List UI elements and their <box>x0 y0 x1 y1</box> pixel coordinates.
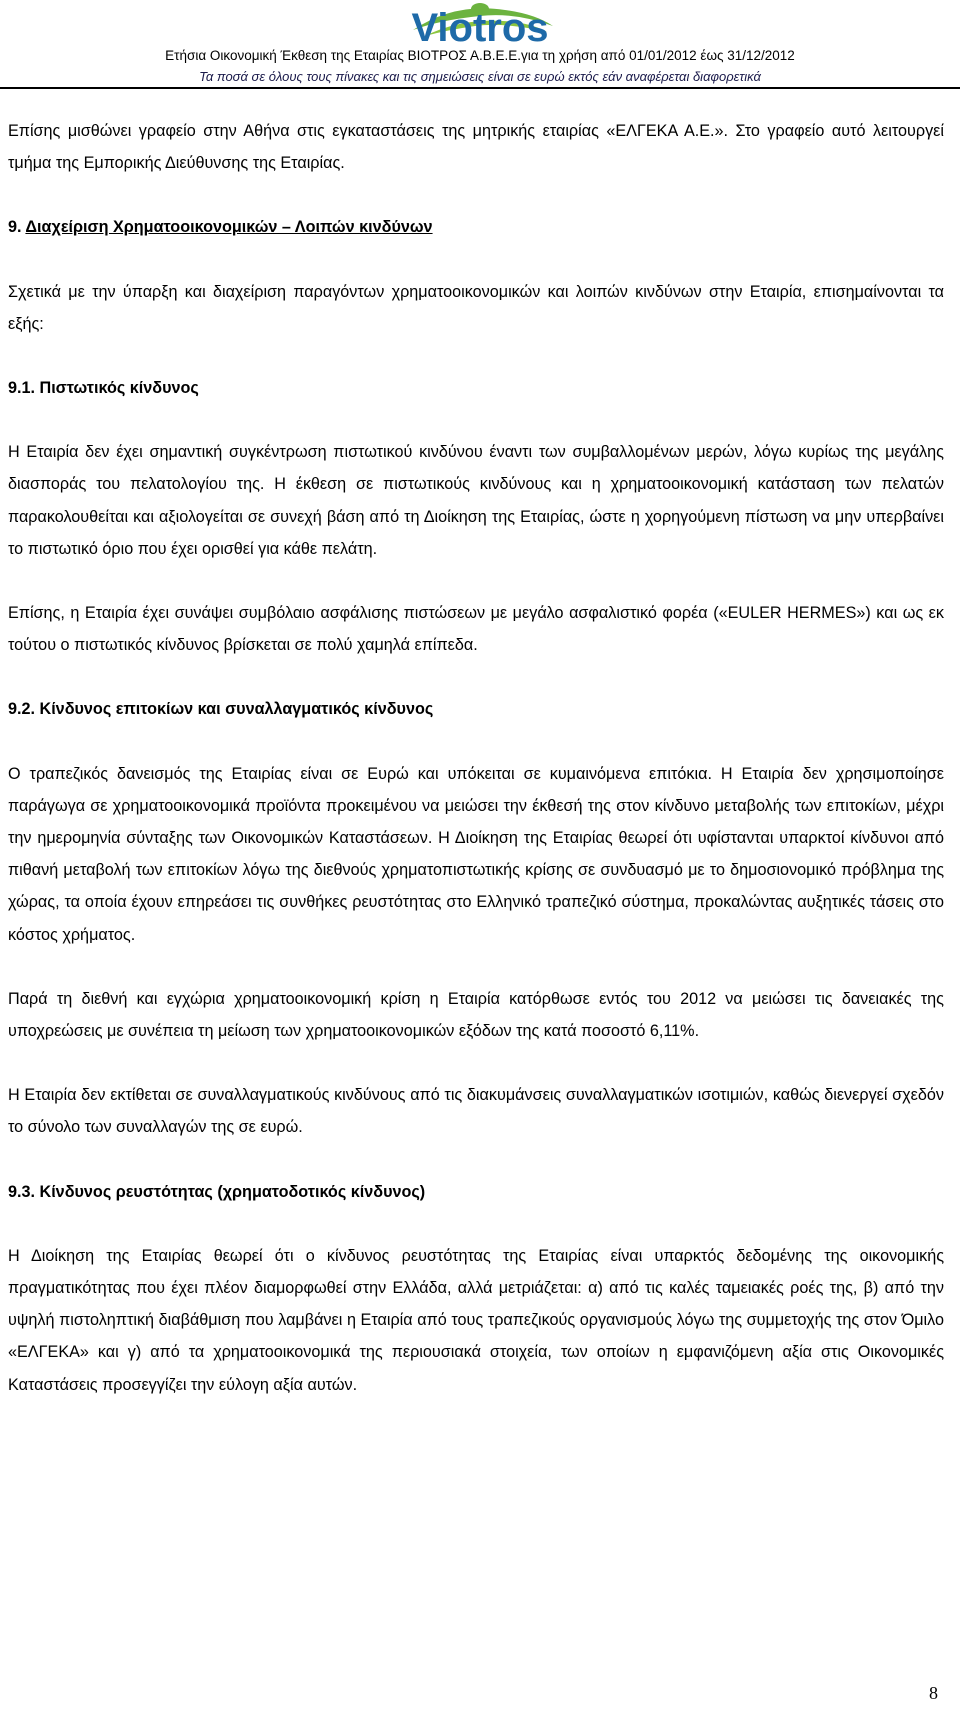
viotros-logo <box>385 0 575 52</box>
logo-wordmark: Viotros <box>411 6 549 50</box>
section-9-1-paragraph-1: Η Εταιρία δεν έχει σημαντική συγκέντρωση πιστωτικού κινδύνου έναντι των συμβαλλομένων μερών, λόγω κυρίως της μεγάλης διασποράς του πελατολογίου της. Η έκθεση σε πιστωτικούς κινδύνους και η χρηματοοικονομική κατάσταση των πελατών παρακολουθείται και αξιολογείται σε συνεχή βάση από τη Διοίκηση της Εταιρίας, ώστε η χορηγούμενη πίστωση να μην υπερβαίνει το πιστωτικό όριο που έχει ορισθεί για κάθε πελάτη. <box>8 443 944 558</box>
currency-note: Τα ποσά σε όλους τους πίνακες και τις σημειώσεις είναι σε ευρώ εκτός εάν αναφέρεται διαφορετικά <box>199 69 761 84</box>
section-9-intro: Σχετικά με την ύπαρξη και διαχείριση παραγόντων χρηματοοικονομικών και λοιπών κινδύνων στην Εταιρία, επισημαίνονται τα εξής: <box>8 282 944 333</box>
page-header <box>0 0 960 92</box>
header-divider <box>0 87 960 89</box>
section-9-2-paragraph-2: Παρά τη διεθνή και εγχώρια χρηματοοικονομική κρίση η Εταιρία κατόρθωσε εντός του 2012 να μειώσει τις δανειακές της υποχρεώσεις με συνέπεια τη μείωση των χρηματοοικονομικών εξόδων της κατά ποσοστό 6,11%. <box>8 989 944 1041</box>
section-9-1-paragraph-2: Επίσης, η Εταιρία έχει συνάψει συμβόλαιο ασφάλισης πιστώσεων με μεγάλο ασφαλιστικό φορέα («EULER HERMES») και ως εκ τούτου ο πιστωτικός κίνδυνος βρίσκεται σε πολύ χαμηλά επίπεδα. <box>8 604 944 655</box>
section-9-title: Διαχείριση Χρηματοοικονομικών – Λοιπών κινδύνων <box>25 218 433 237</box>
section-9-2-paragraph-3: Η Εταιρία δεν εκτίθεται σε συναλλαγματικούς κινδύνους από τις διακυμάνσεις συναλλαγματικών ισοτιμιών, καθώς διενεργεί σχεδόν το σύνολο των συναλλαγών της σε ευρώ. <box>8 1086 944 1137</box>
report-title: Ετήσια Οικονομική Έκθεση της Εταιρίας ΒΙΟΤΡΟΣ Α.Β.Ε.Ε.για τη χρήση από 01/01/2012 έως 31/12/2012 <box>165 48 795 63</box>
section-9-2-paragraph-1: Ο τραπεζικός δανεισμός της Εταιρίας είναι σε Ευρώ και υπόκειται σε κυμαινόμενα επιτόκια. Η Εταιρία δεν χρησιμοποίησε παράγωγα σε χρηματοοικονομικά προϊόντα προκειμένου να μειώσει την έκθεσή της στον κίνδυνο μεταβολής των επιτοκίων, μέχρι την ημερομηνία σύνταξης των Οικονομικών Καταστάσεων. Η Διοίκηση της Εταιρίας θεωρεί ότι υφίστανται υπαρκτοί κίνδυνοι από πιθανή μεταβολή των επιτοκίων λόγω της διεθνούς χρηματοπιστωτικής κρίσης σε συνδυασμό με το δημοσιονομικό πρόβλημα της χώρας, τα οποία έχουν επηρεάσει τις συνθήκες ρευστότητας στο Ελληνικό τραπεζικό σύστημα, προκαλώντας αυξητικές τάσεις στο κόστος χρήματος. <box>8 764 944 944</box>
page-number: 8 <box>929 1683 938 1703</box>
section-9-number: 9. <box>8 218 22 237</box>
intro-paragraph: Επίσης μισθώνει γραφείο στην Αθήνα στις εγκαταστάσεις της μητρικής εταιρίας «ΕΛΓΕΚΑ Α.Ε.». Στο γραφείο αυτό λειτουργεί τμήμα της Εμπορικής Διεύθυνσης της Εταιρίας. <box>8 122 944 173</box>
section-9-3-heading: 9.3. Κίνδυνος ρευστότητας (χρηματοδοτικός κίνδυνος) <box>8 1182 426 1201</box>
section-9-2-heading: 9.2. Κίνδυνος επιτοκίων και συναλλαγματικός κίνδυνος <box>8 700 434 719</box>
section-9-3-paragraph-1: Η Διοίκηση της Εταιρίας θεωρεί ότι ο κίνδυνος ρευστότητας της Εταιρίας είναι υπαρκτός δεδομένης της οικονομικής πραγματικότητας που έχει πλέον διαμορφωθεί στην Ελλάδα, αλλά μετριάζεται: α) από τις καλές ταμειακές ροές της, β) από την υψηλή πιστοληπτική διαβάθμιση που λαμβάνει η Εταιρία από τους τραπεζικούς οργανισμούς λόγω της συμμετοχής της στον Όμιλο «ΕΛΓΕΚΑ» και γ) από τα χρηματοοικονομικά της περιουσιακά στοιχεία, των οποίων η εμφανιζόμενη αξία στις Οικονομικές Καταστάσεις προσεγγίζει την εύλογη αξία αυτών. <box>8 1246 944 1394</box>
page-body <box>8 115 944 1401</box>
section-9-1-heading: 9.1. Πιστωτικός κίνδυνος <box>8 379 199 398</box>
section-9-heading <box>8 211 944 243</box>
